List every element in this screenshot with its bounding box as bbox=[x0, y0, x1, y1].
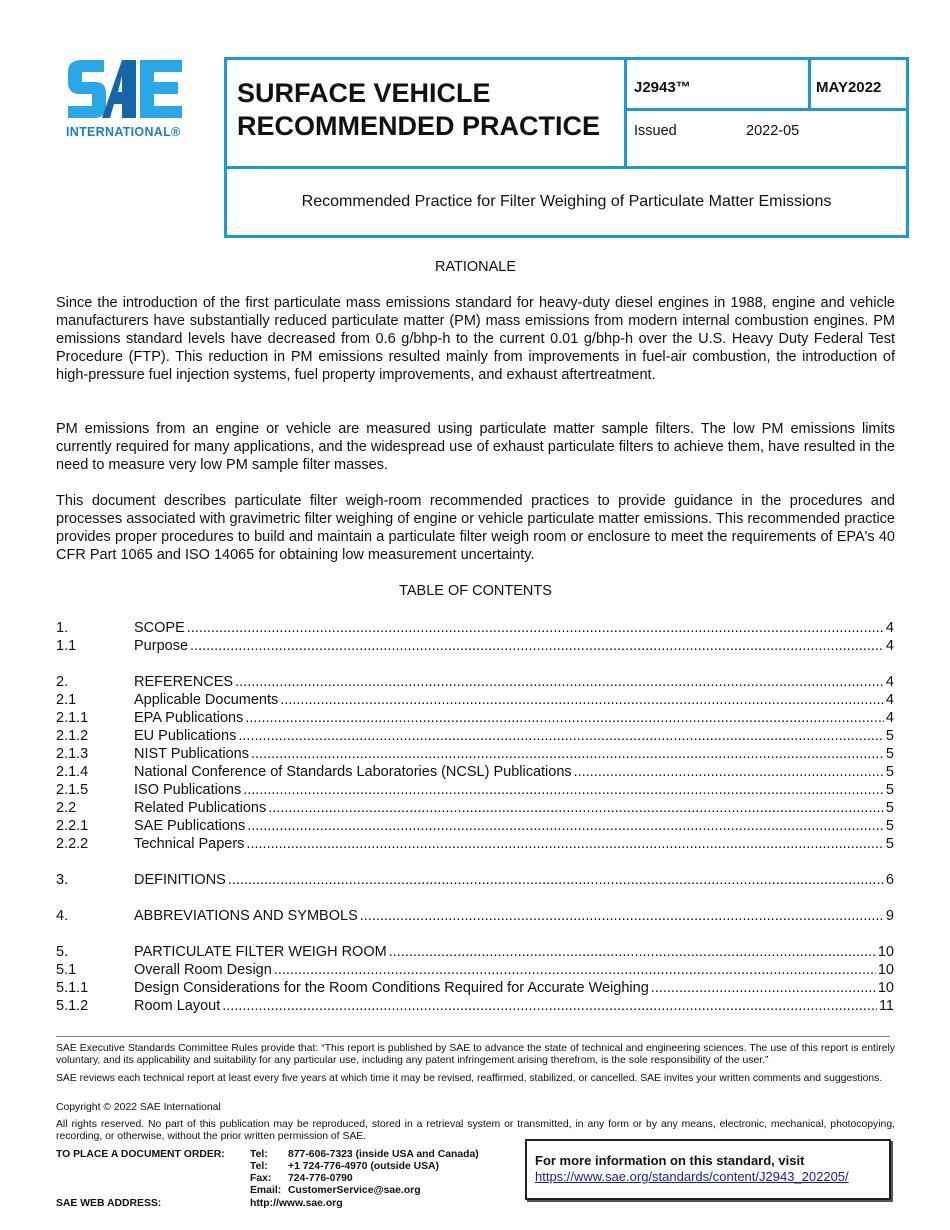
dot-leader bbox=[247, 817, 884, 835]
toc-entry[interactable] bbox=[56, 943, 894, 961]
toc-entry[interactable] bbox=[56, 673, 894, 691]
toc-title: PARTICULATE FILTER WEIGH ROOM bbox=[134, 944, 387, 960]
toc-title: EU Publications bbox=[134, 728, 237, 744]
toc-entry[interactable] bbox=[56, 907, 894, 925]
document-category: SURFACE VEHICLE RECOMMENDED PRACTICE bbox=[237, 78, 601, 141]
rationale-heading: RATIONALE bbox=[434, 259, 517, 275]
toc-page: 4 bbox=[885, 674, 894, 690]
toc-title: Purpose bbox=[134, 638, 189, 654]
toc-number: 4. bbox=[56, 908, 69, 924]
toc-title: Overall Room Design bbox=[134, 962, 272, 978]
toc-number: 5.1.1 bbox=[56, 980, 89, 996]
footer-review: SAE reviews each technical report at least every five years at which time it may be revised, reaffirmed, stabilized, or cancelled. SAE invites your written comments and suggestions. bbox=[56, 1073, 883, 1084]
toc-entry[interactable] bbox=[56, 799, 894, 817]
rationale-paragraph: Since the introduction of the first particulate mass emissions standard for heavy-duty diesel engines in 1988, engine and vehicle manufacturers have substantially reduced particulate matter (PM) mass emissions from modern internal combustion engines. PM emissions standard levels have decreased from 0.6 g/bhp-h to the current 0.01 g/bhp-h over the U.S. Heavy Duty Federal Test Procedure (FTP). This reduction in PM emissions resulted mainly from improvements in fuel-air combustion, the introduction of high-pressure fuel injection systems, fuel property improvements, and exhaust aftertreatment. bbox=[56, 295, 895, 383]
standard-link[interactable]: https://www.sae.org/standards/content/J2943_202205/ bbox=[535, 1169, 849, 1184]
toc-page: 5 bbox=[885, 746, 894, 762]
toc-page: 4 bbox=[885, 692, 894, 708]
footer-copyright: Copyright © 2022 SAE International bbox=[56, 1102, 221, 1113]
toc-title: ISO Publications bbox=[134, 782, 242, 798]
info-heading: For more information on this standard, visit bbox=[535, 1153, 805, 1168]
table-of-contents bbox=[56, 619, 894, 1015]
toc-number: 2.1 bbox=[56, 692, 77, 708]
dot-leader bbox=[222, 997, 877, 1015]
toc-title: NIST Publications bbox=[134, 746, 249, 762]
toc-title: Design Considerations for the Room Conditions Required for Accurate Weighing bbox=[134, 980, 649, 996]
toc-entry[interactable] bbox=[56, 781, 894, 799]
dot-leader bbox=[190, 637, 884, 655]
toc-title: SCOPE bbox=[134, 620, 185, 636]
date-code: MAY2022 bbox=[816, 79, 882, 96]
toc-page: 4 bbox=[885, 638, 894, 654]
dot-leader bbox=[360, 907, 884, 925]
web-label: SAE WEB ADDRESS: bbox=[56, 1198, 162, 1209]
rationale-paragraph: PM emissions from an engine or vehicle are measured using particulate matter sample filters. The low PM emissions limits currently required for many applications, and the widespread use of exhaust particulate filters to achieve them, have resulted in the need to measure very low PM sample filter masses. bbox=[56, 421, 895, 473]
toc-page: 10 bbox=[877, 944, 894, 960]
toc-heading: TABLE OF CONTENTS bbox=[399, 583, 552, 599]
toc-page: 5 bbox=[885, 728, 894, 744]
dot-leader bbox=[228, 871, 884, 889]
toc-entry[interactable] bbox=[56, 691, 894, 709]
issued-label: Issued bbox=[634, 123, 677, 139]
toc-page: 11 bbox=[878, 998, 894, 1014]
toc-title: Room Layout bbox=[134, 998, 221, 1014]
dot-leader bbox=[651, 979, 876, 997]
toc-title: Applicable Documents bbox=[134, 692, 279, 708]
toc-number: 2.1.5 bbox=[56, 782, 89, 798]
toc-page: 10 bbox=[877, 980, 894, 996]
toc-entry[interactable] bbox=[56, 763, 894, 781]
toc-number: 5.1 bbox=[56, 962, 77, 978]
dot-leader bbox=[389, 943, 876, 961]
dot-leader bbox=[274, 961, 876, 979]
doc-number: J2943™ bbox=[634, 79, 691, 96]
toc-page: 4 bbox=[885, 710, 894, 726]
toc-entry[interactable] bbox=[56, 997, 894, 1015]
toc-number: 2. bbox=[56, 674, 69, 690]
logo-text: INTERNATIONAL® bbox=[66, 125, 181, 139]
toc-number: 2.2.2 bbox=[56, 836, 89, 852]
contact-list: Tel: 877-606-7323 (inside USA and Canada) Tel: +1 724-776-4970 (outside USA) Fax: 724-776-0790 Email: CustomerService@sae.org bbox=[250, 1149, 479, 1196]
toc-title: Technical Papers bbox=[134, 836, 245, 852]
dot-leader bbox=[235, 673, 884, 691]
toc-title: Related Publications bbox=[134, 800, 267, 816]
toc-number: 5. bbox=[56, 944, 69, 960]
toc-page: 9 bbox=[885, 908, 894, 924]
toc-number: 2.1.2 bbox=[56, 728, 89, 744]
toc-page: 6 bbox=[885, 872, 894, 888]
toc-number: 2.1.3 bbox=[56, 746, 89, 762]
toc-entry[interactable] bbox=[56, 727, 894, 745]
footer-rules: SAE Executive Standards Committee Rules provide that: “This report is published by SAE to advance the state of technical and engineering sciences. The use of this report is entirely voluntary, and its applicability and suitability for any particular use, including any patent infringement arising therefrom, is the sole responsibility of the user.” bbox=[56, 1043, 895, 1066]
toc-number: 3. bbox=[56, 872, 69, 888]
toc-entry[interactable] bbox=[56, 817, 894, 835]
toc-number: 2.2 bbox=[56, 800, 77, 816]
sae-logo-mark bbox=[66, 60, 184, 118]
toc-page: 5 bbox=[885, 782, 894, 798]
dot-leader bbox=[268, 799, 884, 817]
toc-entry[interactable] bbox=[56, 637, 894, 655]
toc-page: 4 bbox=[885, 620, 894, 636]
rationale-paragraph: This document describes particulate filter weigh-room recommended practices to provide guidance in the procedures and processes associated with gravimetric filter weighing of engine or vehicle particulate matter emissions. This recommended practice provides proper procedures to build and maintain a particulate filter weigh room or enclosure to meet the requirements of EPA's 40 CFR Part 1065 and ISO 14065 for obtaining low measurement uncertainty. bbox=[56, 493, 895, 563]
toc-number: 1. bbox=[56, 620, 69, 636]
web-address[interactable]: http://www.sae.org bbox=[250, 1198, 343, 1209]
toc-number: 2.1.4 bbox=[56, 764, 89, 780]
dot-leader bbox=[280, 691, 884, 709]
document-title: Recommended Practice for Filter Weighing of Particulate Matter Emissions bbox=[301, 193, 832, 210]
toc-title: REFERENCES bbox=[134, 674, 234, 690]
order-label: TO PLACE A DOCUMENT ORDER: bbox=[56, 1149, 225, 1160]
dot-leader bbox=[251, 745, 884, 763]
toc-entry[interactable] bbox=[56, 619, 894, 637]
toc-number: 2.1.1 bbox=[56, 710, 89, 726]
toc-entry[interactable] bbox=[56, 961, 894, 979]
sae-logo bbox=[66, 60, 191, 139]
dot-leader bbox=[245, 709, 884, 727]
toc-page: 5 bbox=[885, 800, 894, 816]
dot-leader bbox=[243, 781, 884, 799]
dot-leader bbox=[246, 835, 884, 853]
toc-title: DEFINITIONS bbox=[134, 872, 226, 888]
footer-rights: All rights reserved. No part of this publication may be reproduced, stored in a retrieval system or transmitted, in any form or by any means, electronic, mechanical, photocopying, recording, or otherwise, without the prior written permission of SAE. bbox=[56, 1119, 895, 1142]
dot-leader bbox=[187, 619, 884, 637]
toc-entry[interactable] bbox=[56, 745, 894, 763]
toc-number: 1.1 bbox=[56, 638, 77, 654]
toc-title: SAE Publications bbox=[134, 818, 246, 834]
toc-page: 5 bbox=[885, 764, 894, 780]
toc-entry[interactable] bbox=[56, 871, 894, 889]
toc-number: 5.1.2 bbox=[56, 998, 89, 1014]
dot-leader bbox=[574, 763, 884, 781]
toc-page: 10 bbox=[877, 962, 894, 978]
divider bbox=[56, 1036, 890, 1037]
toc-entry[interactable] bbox=[56, 709, 894, 727]
toc-page: 5 bbox=[885, 818, 894, 834]
toc-title: EPA Publications bbox=[134, 710, 244, 726]
toc-entry[interactable] bbox=[56, 979, 894, 997]
dot-leader bbox=[238, 727, 884, 745]
issued-date: 2022-05 bbox=[746, 123, 800, 139]
toc-number: 2.2.1 bbox=[56, 818, 89, 834]
toc-title: ABBREVIATIONS AND SYMBOLS bbox=[134, 908, 358, 924]
toc-page: 5 bbox=[885, 836, 894, 852]
toc-title: National Conference of Standards Laboratories (NCSL) Publications bbox=[134, 764, 572, 780]
info-box bbox=[525, 1139, 891, 1200]
toc-entry[interactable] bbox=[56, 835, 894, 853]
